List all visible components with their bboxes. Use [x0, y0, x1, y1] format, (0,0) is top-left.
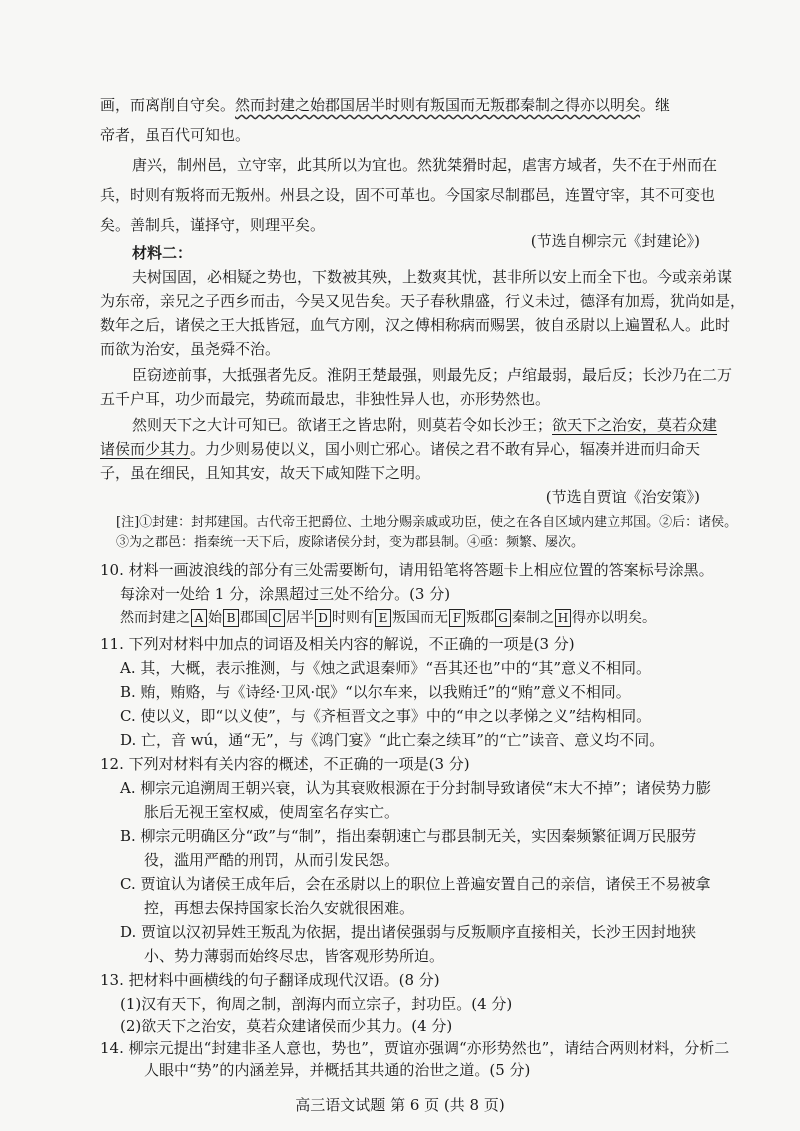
question-12: 12. 下列对材料有关内容的概述，不正确的一项是(3 分) — [100, 755, 470, 773]
break-option-box: E — [375, 609, 391, 627]
m2-line: 子，虽在细民，且知其安，故天下咸知陛下之明。 — [100, 464, 431, 482]
page-footer: 高三语文试题 第 6 页 (共 8 页) — [295, 1096, 505, 1114]
break-option-box: D — [315, 609, 331, 627]
break-option-box: B — [223, 609, 239, 627]
annotation-note: [注]①封建：封邦建国。古代帝王把爵位、土地分赐亲戚或功臣，使之在各自区域内建立邦国。②后：诸侯。 — [116, 515, 738, 530]
underlined-sentence: 诸侯而少其力 — [100, 440, 191, 458]
m2-line: 然则天下之大计可知已。欲诸王之皆忠附，则莫若令如长沙王；欲天下之治安，莫若众建 — [132, 416, 718, 434]
break-option-box: F — [449, 609, 465, 627]
underlined-sentence: 欲天下之治安，莫若众建 — [552, 416, 718, 434]
q11-option-c: C. 使以义，即“以义使”，与《齐桓晋文之事》中的“申之以孝悌之义”结构相同。 — [120, 707, 652, 725]
m1-line: 画，而离削自守矣。然而封建之始郡国居半时则有叛国而无叛郡秦制之得亦以明矣。继 — [100, 96, 671, 114]
q12-option-c-cont: 控，再想去保持国家长治久安就很困难。 — [144, 899, 415, 917]
question-10: 10. 材料一画波浪线的部分有三处需要断句，请用铅笔将答题卡上相应位置的答案标号涂黑。 — [100, 561, 714, 579]
question-11: 11. 下列对材料中加点的词语及相关内容的解说，不正确的一项是(3 分) — [100, 635, 575, 653]
q12-option-a: A. 柳宗元追溯周王朝兴衰，认为其衰败根源在于分封制导致诸侯“末大不掉”；诸侯势力膨 — [120, 779, 711, 797]
q12-option-c: C. 贾谊认为诸侯王成年后，会在丞尉以上的职位上普遍安置自己的亲信，诸侯王不易被拿 — [120, 875, 711, 893]
question-13: 13. 把材料中画横线的句子翻译成现代汉语。(8 分) — [100, 971, 440, 989]
wavy-underlined-passage: 然而封建之始郡国居半时则有叛国而无叛郡秦制之得亦以明矣 — [235, 96, 641, 114]
m1-line: 兵，时则有叛将而无叛州。州县之设，固不可革也。今国家尽制郡邑，连置守宰，其不可变也 — [100, 186, 716, 204]
q12-option-d: D. 贾谊以汉初异姓王叛乱为依据，提出诸侯强弱与反叛顺序直接相关，长沙王因封地狭 — [120, 923, 697, 941]
m2-line: 五千户耳，功少而最完，势疏而最忠，非独性异人也，亦形势然也。 — [100, 390, 551, 408]
question-14-cont: 人眼中“势”的内涵差异，并概括其共通的治世之道。(5 分) — [144, 1061, 531, 1079]
question-10-scoring: 每涂对一处给 1 分，涂黑超过三处不给分。(3 分) — [120, 585, 451, 603]
question-14: 14. 柳宗元提出“封建非圣人意也，势也”，贾谊亦强调“亦形势然也”，请结合两则材料，分析二 — [100, 1039, 730, 1057]
m2-line: 为东帝，亲兄之子西乡而击，今吴又见告矣。天子春秋鼎盛，行义未过，德泽有加焉，犹尚如是， — [100, 292, 746, 310]
q12-option-a-cont: 胀后无视王室权威，使周室名存实亡。 — [144, 803, 400, 821]
q11-option-b: B. 贿，贿赂，与《诗经·卫风·氓》“以尔车来，以我贿迁”的“贿”意义不相同。 — [120, 683, 631, 701]
material-heading: 材料二： — [132, 244, 193, 262]
m1-line: 帝者，虽百代可知也。 — [100, 126, 251, 144]
q10-segmented-sentence: 然而封建之 A 始 B 郡国 C 居半 D 时则有 E 叛国而无 F 叛郡 G 秦制之 H 得亦以明矣。 — [120, 610, 656, 626]
break-option-box: G — [495, 609, 511, 627]
q12-option-d-cont: 小、势力薄弱而始终尽忠，皆客观形势所迫。 — [144, 947, 445, 965]
m2-line: 夫树国固，必相疑之势也，下数被其殃，上数爽其忧，甚非所以安上而全下也。今或亲弟谋 — [132, 268, 733, 286]
q12-option-b: B. 柳宗元明确区分“政”与“制”，指出秦朝速亡与郡县制无关，实因秦频繁征调万民服劳 — [120, 827, 697, 845]
annotation-note: ③为之郡邑：指秦统一天下后，废除诸侯分封，变为郡县制。④亟：频繁、屡次。 — [116, 535, 585, 550]
source-citation: (节选自贾谊《治安策》) — [545, 488, 700, 506]
m1-line: 唐兴，制州邑，立守宰，此其所以为宜也。然犹桀猾时起，虐害方域者，失不在于州而在 — [132, 156, 718, 174]
break-option-box: A — [191, 609, 207, 627]
q11-option-a: A. 其，大概，表示推测，与《烛之武退秦师》“吾其还也”中的“其”意义不相同。 — [120, 659, 652, 677]
break-option-box: H — [555, 609, 571, 627]
q12-option-b-cont: 役，滥用严酷的刑罚，从而引发民怨。 — [144, 851, 400, 869]
m2-line: 而欲为治安，虽尧舜不治。 — [100, 340, 281, 358]
m2-line: 臣窃迹前事，大抵强者先反。淮阴王楚最强，则最先反；卢绾最弱，最后反；长沙乃在二万 — [132, 366, 733, 384]
q13-sentence-2: (2)欲天下之治安，莫若众建诸侯而少其力。(4 分) — [120, 1017, 453, 1035]
source-citation: (节选自柳宗元《封建论》) — [530, 232, 700, 250]
m2-line: 诸侯而少其力。力少则易使以义，国小则亡邪心。诸侯之君不敢有异心，辐凑并进而归命天 — [100, 440, 701, 458]
break-option-box: C — [269, 609, 285, 627]
q13-sentence-1: (1)汉有天下，徇周之制，剖海内而立宗子，封功臣。(4 分) — [120, 995, 513, 1013]
m2-line: 数年之后，诸侯之王大抵皆冠，血气方刚，汉之傅相称病而赐罢，彼自丞尉以上遍置私人。此时 — [100, 316, 731, 334]
q11-option-d: D. 亡，音 wú，通“无”，与《鸿门宴》“此亡秦之续耳”的“亡”读音、意义均不同。 — [120, 731, 665, 749]
m1-line: 矣。善制兵，谨择守，则理平矣。 — [100, 216, 326, 234]
